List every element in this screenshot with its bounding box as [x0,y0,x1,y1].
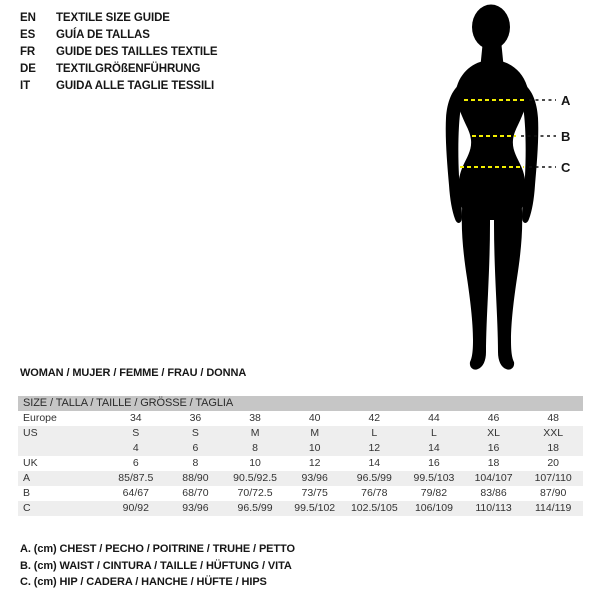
table-cell: 93/96 [182,502,209,514]
table-cell: 6 [132,457,139,469]
table-cell: M [250,427,260,439]
row-label: A [23,472,31,484]
table-cell: S [191,427,199,439]
language-title-list [20,10,218,95]
table-row [18,426,583,441]
section-heading-woman: WOMAN / MUJER / FEMME / FRAU / DONNA [20,367,247,379]
table-row [18,441,583,456]
table-cell: 14 [368,457,381,469]
table-cell: L [371,427,378,439]
table-cell: XXL [543,427,564,439]
language-label: GUÍA DE TALLAS [56,29,150,41]
table-cell: 79/82 [420,487,448,499]
table-cell: 96.5/99 [237,502,273,514]
table-row [18,486,583,501]
row-label [18,441,106,456]
table-cell: 4 [132,442,139,454]
table-cell: 83/86 [480,487,507,499]
language-row-en [20,10,218,27]
marker-label-c: C [561,160,571,175]
size-table-body [18,411,583,516]
size-table [18,396,583,516]
table-cell: 104/107 [474,472,513,484]
row-label: B [23,487,31,499]
table-cell: M [310,427,320,439]
table-cell: 8 [192,457,199,469]
language-row-fr [20,44,218,61]
table-cell: 20 [547,457,560,469]
language-code: IT [20,80,31,92]
table-row [18,411,583,426]
table-cell: 99.5/102 [294,502,336,514]
language-code: FR [20,46,36,58]
language-code: EN [20,12,36,24]
marker-label-a: A [561,93,571,108]
language-code: ES [20,29,36,41]
table-row [18,501,583,516]
table-cell: 85/87.5 [118,472,154,484]
table-cell: 64/67 [122,487,149,499]
woman-silhouette-figure [400,0,600,375]
table-cell: 114/119 [534,502,572,514]
size-table-header: SIZE / TALLA / TAILLE / GRÖSSE / TAGLIA [18,396,583,411]
language-label: GUIDA ALLE TAGLIE TESSILI [56,80,215,92]
table-cell: 44 [428,412,440,424]
row-label: US [23,427,38,439]
language-label: TEXTILGRÖßENFÜHRUNG [56,63,201,75]
table-cell: 99.5/103 [413,472,455,484]
table-cell: 90.5/92.5 [233,472,277,484]
legend-hip: C. (cm) HIP / CADERA / HANCHE / HÜFTE / HIPS [20,576,267,588]
measurement-legend [20,541,295,591]
language-label: GUIDE DES TAILLES TEXTILE [56,46,218,58]
table-cell: 18 [487,457,500,469]
table-cell: 16 [487,442,500,454]
table-cell: 10 [249,457,261,469]
legend-waist: B. (cm) WAIST / CINTURA / TAILLE / HÜFTUNG / VITA [20,559,292,572]
table-cell: 107/110 [534,472,572,484]
table-cell: 93/96 [301,472,328,484]
table-cell: 38 [249,412,261,424]
table-cell: 42 [368,412,381,424]
table-cell: S [132,427,140,439]
table-cell: 40 [308,412,321,424]
table-cell: 18 [547,442,560,454]
marker-label-b: B [561,129,571,144]
table-cell: 8 [252,442,258,454]
table-row [18,456,583,471]
row-label: UK [23,457,38,469]
table-cell: 16 [428,457,440,469]
table-cell: 102.5/105 [350,502,398,514]
table-cell: 90/92 [122,502,149,514]
language-row-de [20,61,218,78]
row-label: Europe [23,412,57,424]
language-row-es [20,27,218,44]
table-cell: XL [487,427,500,439]
table-cell: 46 [487,412,500,424]
table-cell: 87/90 [540,487,567,499]
table-cell: 110/113 [475,502,512,514]
table-cell: 106/109 [414,502,453,514]
legend-chest: A. (cm) CHEST / PECHO / POITRINE / TRUHE / PETTO [20,543,295,555]
table-cell: 36 [189,412,202,424]
table-cell: 10 [308,442,321,454]
table-cell: 14 [428,442,440,454]
language-code: DE [20,63,36,75]
table-cell: 88/90 [182,472,209,484]
language-row-it [20,78,218,95]
row-label: C [23,502,31,514]
table-row [18,471,583,486]
language-label: TEXTILE SIZE GUIDE [56,12,170,24]
table-cell: 96.5/99 [356,472,392,484]
table-cell: 6 [192,442,199,454]
table-cell: 12 [368,442,381,454]
woman-silhouette [446,5,539,370]
table-cell: 70/72.5 [237,487,273,499]
table-cell: 73/75 [301,487,328,499]
table-cell: 34 [129,412,142,424]
table-cell: L [431,427,437,439]
table-cell: 12 [308,457,321,469]
table-cell: 76/78 [361,487,388,499]
table-cell: 48 [547,412,560,424]
table-cell: 68/70 [182,487,209,499]
